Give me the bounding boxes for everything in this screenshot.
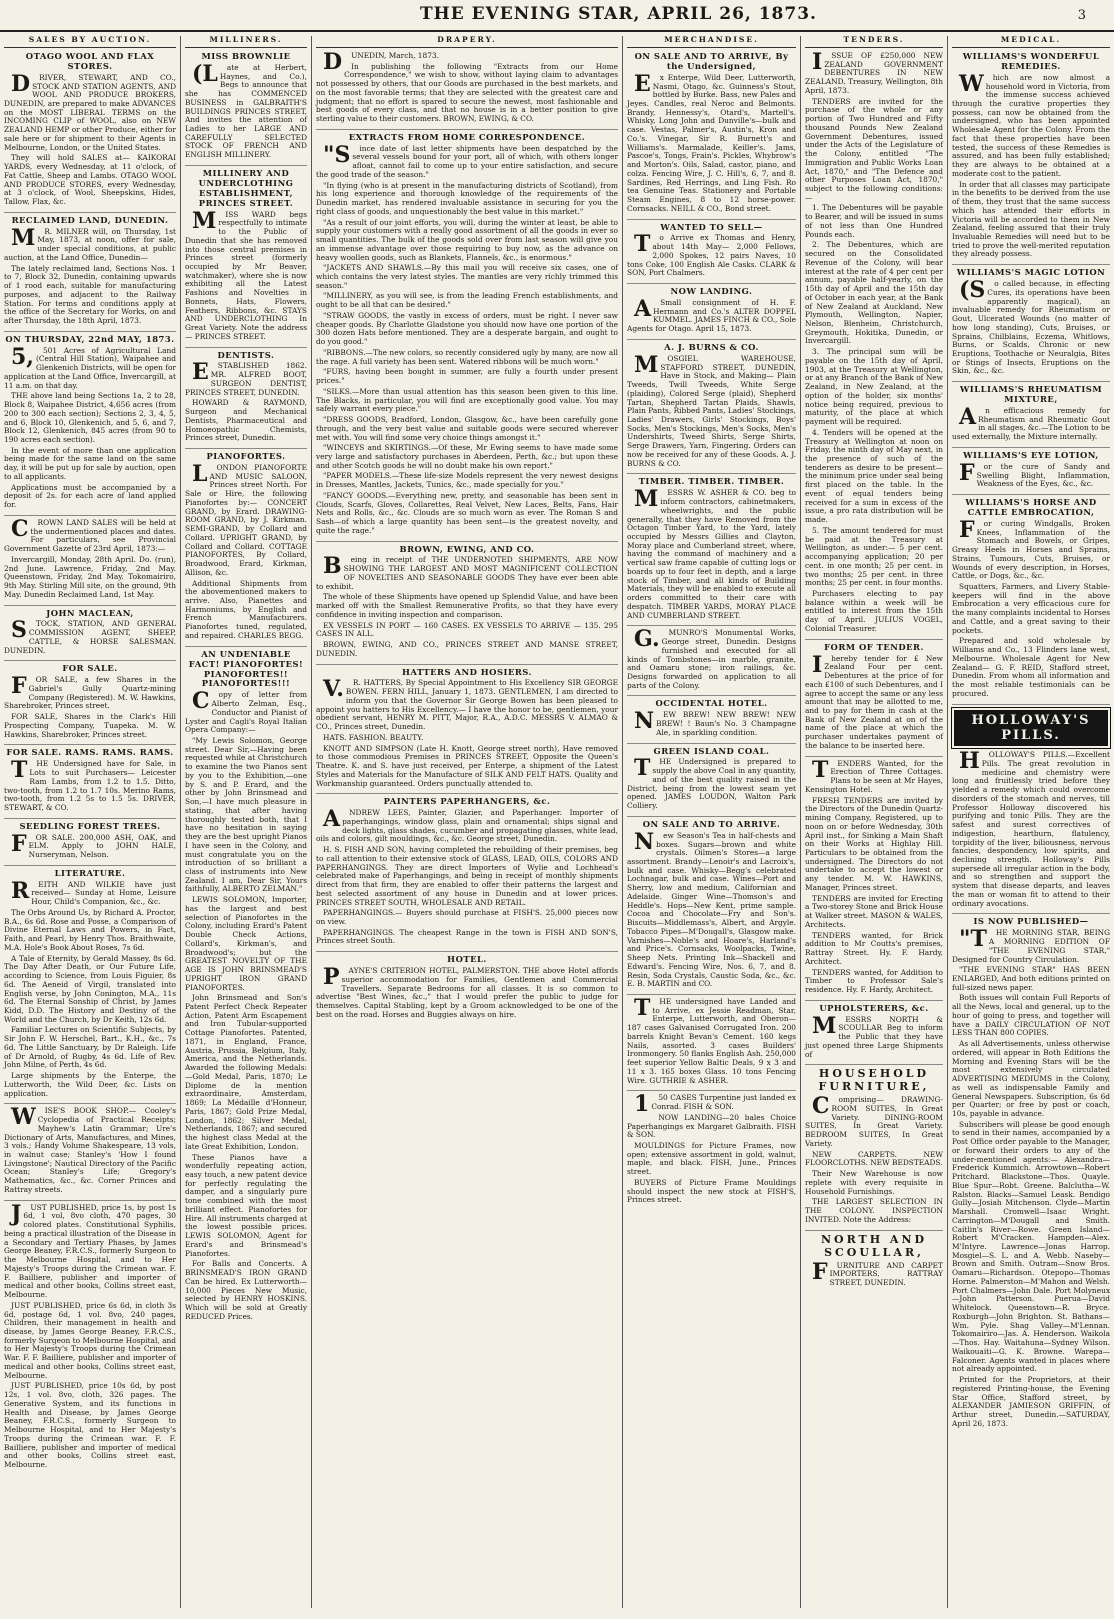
ad-paragraph: Subscribers will please be good enough to send in their names, accompanied by a Post Office order payable to the Manager, or forward their orders to any of the under-mentioned agents:— Alexandra—Frederick Kummich. Arrowtown—Robert Pritchard. Blackstone—Thos. Quayle. Blue Spur—Robt. Greene. Balclutha—W. Ralston. Blacks—Samuel Leask. Bendigo Gully—Josiah Mitchenson. Clyde—Martin Marshall. Cromwell—Isaac Wright. Carrington—M'Dougall and Smith. Caitlin's River—Rowe. Green Island—Robert M'Cracken. Hampden—Alex. M'Intyre. Lawrence—Jonas Harrop. Mosgiel—S. L. and A. Webb. Naseby—Brown and Smith. Outram—Snow Bros. Oamaru—Richardson. Otepopo—Thomas Horne. Palmerston—M'Mahon and Welsh. Port Chalmers—John Dale. Port Molyneux—John Patterson. Puerua—David Whitelock. Queenstown—R. Bryce. Roxburgh—John Brighton. St. Bathans—Wm. Pyle. Shag Valley—M'Lennan. Tokomairiro—Jas. A. Henderson. Waikola—Thos. Hay. Waitahuna—Sydney Wilson. Waikouaiti—G. K. Browne. Warepa—Falconer. Agents wanted in places where not already appointed. — [952, 1119, 1110, 1374]
ad-headline: HATTERS AND HOSIERS. — [402, 666, 532, 677]
column-tenders — [801, 36, 948, 1608]
ad-paragraph: CROWN LAND SALES will be held at the undermentioned places and dates. For particulars, see Provincial Government Gazette of 23rd April, 1873:— — [4, 515, 176, 554]
ad-paragraph: In the event of more than one application being made for the same land on the same day, it will be put up for sale by auction, open to all applicants. — [4, 445, 176, 481]
ad-paragraph: Ex Enterpe, Wild Deer, Lutterworth, Nasmi, Otago, &c. Guinness's Stout, bottled by Burke. Bass, new Pales and Jeyes. Candles, real Neroc and Belmonts. Brandy, Hennessy's, Otard's, Martell's. Whisky, Long John and Dunville's—bulk and case. Vestas, Palmer's, Austin's, Kron and Co.'s. Vinegar, Sir R. Burnett's and Williams's. Marmalade, Keiller's. Jams, Pascoe's, Tongs, Frain's. Pickles, Whybrow's and Morton's. Oils, Salad, castor, piano, and colza. Fencing Wire, J. C. Hill's, 6, 7, and 8. Sardines, Red Herrings, and Ling Fish. Ro tea Genuine Teas. Stationery and Portable Steam Engines, 8 to 12 horse-power. Cornsacks. NEILL & CO., Bond street. — [627, 70, 797, 213]
ad-paragraph: Copy of letter from Alberto Zelman, Esq., Conductor and Pianist of Lyster and Cagli's Royal Italian Opera Company:— — [185, 688, 307, 735]
ad-paragraph: Their New Warehouse is now replete with every requisite in Household Furnishings. — [805, 1169, 943, 1196]
ad-headline: ON THURSDAY, 22nd MAY, 1873. — [5, 333, 175, 344]
advertisement — [627, 995, 796, 1091]
advertisement — [4, 748, 176, 818]
ad-paragraph: 5. The amount tendered for must be paid at the Treasury at Wellington, as under:— 5 per cent. accompanying application; 20 per cent. in one month; 25 per cent. in two months; 25 per cent. in three months; 25 per cent. in four months. — [805, 525, 943, 588]
advertisement — [185, 452, 307, 647]
advertisement — [627, 699, 796, 743]
ad-paragraph: 4. Tenders will be opened at the Treasury at Wellington at noon on Friday, the ninth day of May next, in the presence of such of the tenderers as desire to be present—the minimum price under seal being first placed on the table. In the event of equal tenders being received for a sum in excess of the issue, a pro rata distribution will be made. — [805, 427, 943, 525]
ad-paragraph: G.MUNRO'S Monumental Works, George street, Dunedin. Designs furnished and executed for all kinds of Tombstones—in marble, granite, and Oamaru stone; iron railings, &c. Designs forwarded on application to all parts of the Colony. — [627, 626, 796, 690]
advertisement — [4, 52, 176, 213]
ad-paragraph: For curing Windgalls, Broken Knees, Inflammation of the Stomach and Bowels, or Gripes, Greasy Heels in Horses and Sprains, Strains, Tumours, Cuts, Bruises, or Wounds of every description, in Horses, Cattle, or Dogs, &c., &c. — [952, 516, 1110, 581]
ad-headline: WANTED TO SELL— — [660, 221, 763, 232]
advertisement — [805, 48, 943, 640]
ad-paragraph: FURNITURE AND CARPET IMPORTERS, RATTRAY STREET, DUNEDIN. — [812, 1258, 943, 1287]
ad-paragraph: MOSGIEL WAREHOUSE, STAFFORD STREET, DUNEDIN, Have in Stock, and Making— Plain Tweeds, Twill Tweeds, White Serge (plaiding), Colored Serge (plaid), Shepherd Tartan, Shepherd Tartan Plaids, Shawls, Plain Pants, Ribbed Pants, Ladies' Stockings, Ladies' Drawers, Girls' Stockings, Boys' Socks, Men's Stockings, Men's Socks, Men's Undershirts, Tweed Shirts, Serge Shirts, Serge Drawers, Yarn, Fingering. Orders can now be received for any of these Goods. A. J. BURNS & CO. — [627, 351, 796, 468]
ad-headline: ON SALE AND TO ARRIVE, By the Undersigned, — [634, 50, 789, 71]
ad-paragraph: V.R. HATTERS, By Special Appointment to His Excellency SIR GEORGE BOWEN. FERN HILL, January 1, 1873. GENTLEMEN, I am directed to inform you that the Governor Sir George Bowen has been pleased to appoint you hatters to His Excellency.— I have the honor to be, gentlemen, your obedient servant, HENRY M. PITT, Major, R.A., A.D.C. MESSRS V. ALMAO & CO., Princes street, Dunedin. — [316, 676, 618, 732]
ad-paragraph: KNOTT AND SIMPSON (Late H. Knott, George street north), Have removed to those commodious Premises in PRINCES STREET, Opposite the Queen's Theatre. K. and S. have just received, per Enterpe, a shipment of the Latest Styles and Materials for the Manufacture of SILK AND FELT HATS. Quality and Workmanship guaranteed. Orders punctually attended to. — [316, 743, 618, 788]
ad-paragraph: THE Undersigned have for Sale, in Lots to suit Purchasers— Leicester Ram Lambs, from 1.2 to 1.5. Ditto, two-tooth, from 1.2 to 1.7 10s. Merino Rams, two-tooth, from 1.2 5s to 1.5 5s. DRIVER, STEWART, & CO. — [4, 757, 176, 812]
ad-headline: FOR SALE. RAMS. RAMS. RAMS. — [6, 747, 174, 758]
ad-headline: FOR SALE. — [62, 663, 118, 674]
ad-paragraph: MR. MILNER will, on Thursday, 1st May, 1873, at noon, offer for sale, under special conditions, at public auction, at the Land Office, Dunedin— — [4, 224, 176, 262]
ad-paragraph: "JACKETS AND SHAWLS.—By this mail you will receive six cases, one of which contains the very latest styles. The mantles are very richly trimmed this season." — [316, 263, 618, 290]
ad-paragraph: "MILLINERY, as you will see, is from the leading French establishments, and ought to be all that can be desired." — [316, 291, 618, 310]
advertisement — [185, 169, 307, 348]
ad-headline: AN UNDENIABLE FACT! PIANOFORTES! PIANOFORTES!! PIANOFORTES!!! — [188, 648, 304, 689]
ad-headline: SEEDLING FOREST TREES. — [19, 820, 161, 831]
ad-paragraph: To Arrive ex Thomas and Henry, about 14th May— 2,000 Fellows, 2,000 Spokes, 12 pairs Naves, 10 tons Coke, 100 English Ale Casks. CLARK & SON, Port Chalmers. — [627, 231, 796, 278]
ad-paragraph: Additional Shipments from the abovementioned makers to arrive. Also, Pianettes and Harmoniums, by English and French Manufacturers. Pianofortes tuned, regulated, and repaired. CHARLES BEGG. — [185, 578, 307, 640]
advertisement — [805, 643, 943, 757]
ad-paragraph: MOULDINGS for Picture Frames, now open; extensive assortment in gold, walnut, maple, and black. FISH, June., Princes street. — [627, 1141, 796, 1177]
newspaper-title: THE EVENING STAR, APRIL 26, 1873. — [420, 4, 817, 24]
advertisement — [627, 477, 796, 626]
ad-paragraph: Squatters, Farmers, and Livery Stable-keepers will find in the above Embrocation a very efficacious cure for the many complaints incidental to Horses and Cattle, and a great saving to their pockets. — [952, 581, 1110, 635]
ad-headline: JOHN MACLEAN, — [46, 607, 134, 618]
ad-headline: WILLIAMS'S MAGIC LOTION — [956, 267, 1106, 278]
ad-headline: BROWN, EWING, AND CO. — [399, 543, 535, 554]
ad-paragraph: Familiar Lectures on Scientific Subjects, by Sir John F. W. Herschel, Bart., K.H., &c., 7s 6d. The Little Sanctuary, by Dr Raleigh. Life of Dr Arnold, of Rugby, 4s 6d. Life of Rev. John Milne, of Perth, 4s 6d. — [4, 1025, 176, 1070]
ad-paragraph: As all Advertisements, unless otherwise ordered, will appear in Both Editions the Morning and Evening Stars will be the most extensively circulated ADVERTISING MEDIUMS in the Colony, as well as indispensable Family and General Newspapers. Subscription, 6s 6d per Quarter; or free by post or coach, 10s, payable in advance. — [952, 1039, 1110, 1118]
ad-paragraph: (Late at Herbert, Haynes, and Co.), Begs to announce that she has COMMENCED BUSINESS in GALBRAITH'S BUILDINGS PRINCES STREET, And invites the attention of Ladies to her LARGE AND CAREFULLY SELECTED STOCK OF FRENCH AND ENGLISH MILLINERY. — [185, 60, 307, 160]
column-heading: MILLINERS. — [185, 36, 307, 48]
ad-paragraph: TENDERS wanted, for Brick addition to Mr Coutts's premises, Rattray Street. Hy. F. Hardy, Architect. — [805, 930, 943, 966]
ad-paragraph: FRESH TENDERS are invited by the Directors of the Dunedin Quartz-mining Company, Registered, up to noon on or before Wednesday, 30th April inst., for Sinking a Main Shaft on their Works at Highlay Hill. Particulars to be obtained from the undersigned. The Directors do not undertake to accept the lowest or any tender. M. W. HAWKINS, Manager, Princes street. — [805, 795, 944, 892]
ad-headline: OTAGO WOOL AND FLAX STORES. — [25, 50, 155, 71]
ad-paragraph: In publishing the following "Extracts from our Home Correspondence," we wish to show, without laying claim to advantages not possessed by others, that our Goods are purchased in the best markets, and on the most favorable terms; that they are selected with the greatest care and judgment; that no effort is spared to secure the newest, most fashionable and best goods of every class, and that no house is in a better position to give sterling value to their customers. BROWN, EWING, & CO. — [316, 61, 618, 124]
advertisement — [4, 869, 176, 1105]
ad-paragraph: THE Undersigned is prepared to supply the above Coal in any quantity, and of the best quality raised in the District, being from the lowest seam yet opened. JAMES LOUDON, Walton Park Colliery. — [627, 755, 796, 811]
ad-headline: DENTISTS. — [217, 349, 275, 360]
page-number: 3 — [1077, 8, 1086, 23]
ad-paragraph: "Since date of last letter shipments have been despatched by the several vessels bound for your port, all of which, with others longer afloat, cannot fail to come up to your entire satisfaction, and secure the good trade of the season." — [316, 141, 618, 179]
ad-paragraph: NEW CARPETS. NEW FLOORCLOTHS. NEW BEDSTEADS. — [805, 1149, 943, 1168]
ad-headline: LITERATURE. — [54, 867, 126, 878]
ad-paragraph: "As a result of our joint efforts, you will, during the winter at least, be able to supply your customers with a really good assortment of all the goods in ever so small quantities. The bulk of the goods sold over from last season will give you an immense advantage over those requiring to buy now, as the advance on heavy woollen goods, such as Blankets, Flannels, &c., is enormous." — [316, 217, 618, 262]
ad-paragraph: Purchasers electing to pay balance within a week will be entitled to interest from the 15th day of April. JULIUS VOGEL, Colonial Treasurer. — [805, 589, 943, 633]
ad-paragraph: BROWN, EWING, AND CO., PRINCES STREET AND MANSE STREET, DUNEDIN. — [316, 640, 618, 658]
ad-paragraph: ANDREW LEES, Painter, Glazier, and Paperhanger. Importer of paperhangings, window glass, plain and ornamental; ships signal and deck lights, glass shades, cucumber and propagating glasses, white lead, oils and colors, gilt mouldings, &c., &c. George street, Dunedin. — [316, 806, 618, 844]
advertisement — [952, 708, 1110, 915]
ad-paragraph: Invercargill, Monday, 28th April. Do. (run), 2nd June. Lawrence, Friday, 2nd May. Queenstown, Friday, 2nd May. Tokomairiro, 9th May. Stirling Mill site, on the ground, 9th May. Dunedin Reclaimed Land, 1st May. — [4, 554, 176, 599]
ad-paragraph: TENDERS wanted, for Addition to Timber to Professor Sale's residence. Hy. F. Hardy, Architect. — [805, 967, 943, 995]
ad-paragraph: For the cure of Sandy and Swelling Blight, Inflammation, Weakness of the Eyes, &c., &c. — [959, 459, 1110, 489]
advertisement — [627, 1091, 796, 1210]
ad-paragraph: The whole of these Shipments have opened up Splendid Value, and have been marked off with the Smallest Remunerative Profits, so that they have every confidence in inviting inspection and comparison. — [316, 592, 618, 619]
column-drapery — [312, 36, 623, 1608]
ad-paragraph: MESSRS W. ASHER & CO. beg to inform contractors, cabinetmakers, wheelwrights, and the public generally, that they have Removed from the Octagon Timber Yard, to the Yard, lately occupied by Messrs Gillies and Clayton, Moray place and Cumberland street, where, having the command of machinery and a vertical saw frame capable of cutting logs or boards up to four feet in depth, and a large stock of Timber, and all kinds of Building Materials, they will be enabled to execute all orders committed to their care with despatch. TIMBER YARDS, MORAY PLACE AND CUMBERLAND STREET. — [627, 486, 796, 620]
ad-paragraph: PAPERHANGINGS. The cheapest Range in the town is FISH AND SON'S, Princes street South. — [316, 927, 618, 946]
column-sales-by-auction — [0, 36, 181, 1608]
ad-headline: IS NOW PUBLISHED— — [973, 916, 1089, 927]
ad-headline: MILLINERY AND UNDERCLOTHING ESTABLISHMENT, PRINCES STREET. — [198, 167, 294, 208]
column-medical — [948, 36, 1114, 1608]
ad-paragraph: "In flying (who is at present in the manufacturing districts of Scotland), from his long experience and thorough knowledge of the requirements of the Dunedin market, has rendered invaluable assistance in securing for you the right class of goods, and unquestionably the best value in this market." — [316, 180, 618, 216]
advertisement — [4, 822, 176, 866]
ad-paragraph: "PAPER MODELS.—These life-size Models represent the very newest designs in Dresses, Mantles, Jackets, Tunics, &c., made specially for you." — [316, 471, 618, 490]
advertisement — [316, 668, 618, 795]
ad-paragraph: ASmall consignment of H. F. Hermann and Co.'s ALTER DOPPEL KUMMEL. JAMES FINCH & CO., Sole Agents for Otago. April 15, 1873. — [627, 296, 796, 334]
advertisement — [4, 1200, 176, 1475]
ad-paragraph: Comprising— DRAWING-ROOM SUITES, In Great Variety. DINING-ROOM SUITES, In Great Variety. BEDROOM SUITES, In Great Variety. — [805, 1093, 943, 1148]
advertisement — [627, 626, 796, 696]
advertisement — [185, 52, 307, 166]
ad-headline: WILLIAMS'S RHEUMATISM MIXTURE, — [959, 384, 1103, 405]
ad-paragraph: "RIBBONS.—The new colors, so recently considered ugly by many, are now all the rage. A full variety has been sent. Watered ribbons will be much worn." — [316, 347, 618, 366]
ad-paragraph: "THE MORNING STAR, BEING A MORNING EDITION OF "THE EVENING STAR," Designed for Country Circulation. — [952, 926, 1110, 964]
ad-paragraph: They will hold SALES at— KAIKORAI YARDS, every Wednesday, at 11 o'clock, of Fat Cattle, Sheep and Lambs. OTAGO WOOL AND PRODUCE STORES, every Wednesday, at 3 o'clock, of Wool, Sheepskins, Hides, Tallow, Flax, &c. — [4, 153, 176, 207]
advertisement — [952, 268, 1110, 382]
ad-paragraph: An efficacious remedy for Rheumatism and Rheumatic Gout in all stages, &c.—The Lotion to be used externally, the Mixture internally. — [952, 403, 1110, 442]
ad-paragraph: JUST PUBLISHED, price 1s, by post 1s 6d, 1 vol, 8vo cloth, 470 pages, 30 colored plates. Constitutional Syphilis, being a practical illustration of the Disease in a Secondary and Tertiary Phases, by James George Beaney, F.R.C.S., formerly Surgeon to the Melbourne Hospital, and to Her Majesty's Troops during the Crimean war. F. F. Bailliere, publisher and importer of medical and other books, Collins street east, Melbourne. — [4, 1200, 176, 1300]
ad-paragraph: A Tale of Eternity, by Gerald Massey, 8s 6d. The Day After Death, or Our Future Life, according to Science, from Louis Figuier, 8s 6d. The Aeneid of Virgil, translated into English verse, by John Conington, M.A., 11s 6d. The Eternal Sonship of Christ, by James Kidd, D.D. The History and Destiny of the World and the Church, by Dr Keith, 12s 6d. — [4, 953, 176, 1024]
ad-paragraph: THE above land being Sections 1a, 2 to 28, Block 8, Waipahee District, 4,656 acres (from 200 to 300 each section); Sections 2, 3, 4, 5, and 6, Block 10, Glenkenich, and 5, 6, and 7, Block 12, Glenkenich, 845 acres (from 90 to 190 acres each section). — [4, 391, 176, 445]
ad-paragraph: H. S. FISH AND SON, having completed the rebuilding of their premises, beg to call attention to their extensive stock of GLASS, LEAD, OILS, COLORS AND PAPERHANGINGS. They are direct Importers of Wylie and Lochhead's celebrated make of Paperhangings, and being in receipt of monthly shipments direct from that firm, they are enabled to offer their patterns the largest and best selected assortment of any house in Dunedin and at lower prices. PRINCES STREET SOUTH, WHOLESALE AND RETAIL. — [316, 845, 618, 907]
advertisement — [316, 545, 618, 665]
column-milliners — [181, 36, 312, 1608]
ad-paragraph: WISE'S BOOK SHOP.— Cooley's Cyclopedia of Practical Receipts; Mayhew's Latin Grammar; Ure's Dictionary of Arts, Manufactures, and Mines, 3 vols.; Handy Volume Shakespeare, 13 vols, in walnut case; Stanley's 'How I found Livingstone'; Nautical Directory of the Pacific Ocean; Stanley's Life; Gregory's Mathematics, &c., &c. Corner Princes and Rattray streets. — [4, 1104, 176, 1194]
advertisement — [627, 343, 796, 474]
ad-headline: UPHOLSTERERS, &c. — [819, 1002, 929, 1013]
ad-paragraph: The Orbs Around Us, by Richard A. Proctor, B.A., 6s 6d. Rose and Posse, a Comparison of Divine Eternal Laws and Powers, in Fact, Faith, and Pearl, by Henry Thos. Braithwaite, M.A. Hole's Book About Roses, 7s 6d. — [4, 907, 176, 952]
ad-paragraph: The lately reclaimed land, Sections Nos. 1 to 7, Block 32, Dunedin, containing upwards of 1 rood each, suitable for manufacturing purposes, and adjacent to the Railway Station. For terms and conditions apply at the office of the Secretary for Works, on and after Thursday, the 18th April, 1873. — [4, 263, 176, 326]
ad-headline: GREEN ISLAND COAL. — [653, 745, 770, 756]
ad-headline: TIMBER. TIMBER. TIMBER. — [638, 476, 785, 487]
ad-paragraph: NEW BREW! NEW BREW! NEW BREW! ! Baun's No. 3 Champagne Ale, in sparkling condition. — [634, 708, 796, 737]
advertisement — [952, 451, 1110, 495]
ad-paragraph: 1. The Debentures will be payable to Bearer, and will be issued in sums of not less than One Hundred Pounds each. — [805, 203, 943, 239]
ad-paragraph: (So called because, in effecting Cures, its operations have been apparently magical), an invaluable remedy for Rheumatism or Gout, Ulcerated Wounds (no matter of how long standing), Cuts, Bruises, or Sprains, Chilblains, Eczema, Whitlows, Burns, or Scalds, Chronic or new Eruptions, Toothache or Neuralgia, Bites or Stings of Insects, Eruptions on the Skin, &c., &c. — [952, 277, 1110, 376]
ad-paragraph: TENDERS Wanted, for the Erection of Three Cottages. Plans to be seen at Mr Hayes, Kensington Hotel. — [805, 756, 943, 794]
ad-paragraph: New Season's Tea in half-chests and boxes. Sugars—brown and white crystals. Oilmen's Stores—a large assortment. Brandy—Lenoir's and Lacroix's, bulk and case. Whisky—Begg's celebrated Lochnagar, bulk and case. Wines—Port and Sherry, low and medium, Californian and Adelaide. Ginger Wine—Thomson's and Heddle's. Hops—New Kent, prime sample. Cocoa and Chocolate—Fry and Son's. Biscuits—Middlemass's, Albert, and Argyle. Tobacco Pipes—M'Dougall's, Glasgow make. Varnishes—Noble's and Hoare's, Harland's and Price's. Cornsacks, Woolpacks, Twine, Sheep Nets. Printing Ink—Shackell and Edward's. Fencing Wire, Nos. 6, 7, and 8. Resin, Soda Crystals, Caustic Soda, &c., &c. E. B. MARTIN and CO. — [627, 828, 796, 989]
ad-paragraph: FOR SALE, Shares in the Clark's Hill Prospecting Company, Tuapeka. M. W. Hawkins, Sharebroker, Princes street. — [4, 712, 176, 739]
ad-headline: WILLIAMS'S WONDERFUL REMEDIES. — [962, 50, 1100, 71]
ad-paragraph: "SILKS.—More than usual attention has this season been given to this line. The Blacks, in particular, you will find are exceptionally good value. You may safely warrant every piece." — [316, 386, 618, 414]
ad-paragraph: "THE EVENING STAR" HAS BEEN ENLARGED, And both editions printed on full-sized news paper. — [952, 965, 1110, 992]
ad-paragraph: DRIVER, STEWART, AND CO., STOCK AND STATION AGENTS, AND WOOL AND PRODUCE BROKERS, DUNEDIN, are prepared to make ADVANCES on the MOST LIBERAL TERMS on the INCOMING CLIP of WOOL, also on NEW ZEALAND HEMP or other Produce, either for sale here or for shipment to their Agents in Melbourne, London, or the United States. — [4, 70, 176, 152]
advertisement — [185, 351, 307, 450]
advertisement — [952, 917, 1110, 1433]
column-heading: MEDICAL. — [952, 36, 1110, 48]
advertisement — [316, 797, 618, 952]
ad-paragraph: ISSUE OF £250,000 NEW ZEALAND GOVERNMENT DEBENTURES IN NEW ZEALAND. Treasury, Wellington, 8th April, 1873. — [805, 48, 943, 95]
column-heading: MERCHANDISE. — [627, 36, 796, 48]
advertisement — [4, 216, 176, 332]
column-heading: DRAPERY. — [316, 36, 618, 48]
ad-paragraph: "DRESS GOODS, Bradford, London, Glasgow, &c., have been carefully gone through, and the very best value and suitable goods were secured wherever met with. You will find some very choice things amongst it." — [316, 415, 618, 442]
ad-headline: RECLAIMED LAND, DUNEDIN. — [11, 214, 169, 225]
ad-headline: PAINTERS PAPERHANGERS, &c. — [383, 796, 551, 807]
ad-paragraph: BUYERS of Picture Frame Mouldings should inspect the new stock at FISH'S, Princes street. — [627, 1177, 796, 1205]
ad-headline: PIANOFORTES. — [206, 451, 286, 462]
ad-paragraph: 5,501 Acres of Agricultural Land (Central Hill Station), Waipahee and Glenkenich Districts, will be open for application at the Land Office, Invercargill, at 11 a.m. on that day. — [4, 343, 176, 390]
advertisement — [185, 650, 307, 1327]
ad-paragraph: TENDERS are invited for the purchase of the whole or any portion of Two Hundred and Fifty thousand Pounds New Zealand Government Debentures, issued under the Acts of the Legislature of the Colony, entitled "The Immigration and Public Works Loan Act, 1870," and "The Defence and other Purposes Loan Act, 1870," subject to the following conditions:— — [805, 96, 943, 202]
ad-headline: NOW LANDING. — [670, 286, 753, 297]
ad-paragraph: PAPERHANGINGS.— Buyers should purchase at FISH'S. 25,000 pieces now on view. — [316, 908, 618, 926]
ad-paragraph: LEWIS SOLOMON, Importer, has the largest and best selection of Pianofortes in the Colony, including Erard's Patent Double Check Actions, Collard's, Kirkman's, and Broadwood's; but the GREATEST NOVELTY OF THE AGE IS JOHN BRINSMEAD'S UPRIGHT IRON GRAND PIANOFORTES. — [185, 895, 307, 992]
advertisement — [4, 515, 176, 606]
ad-paragraph: TENDERS are invited for Erecting a Two-storey Stone and Brick House at Walker street. MASON & WALES, Architects. — [805, 893, 943, 929]
ad-paragraph: REITH AND WILKIE have just received— Sunday at Home, Leisure Hour, Child's Companion, &c., &c. — [11, 877, 176, 907]
ad-paragraph: THE LARGEST SELECTION IN THE COLONY. INSPECTION INVITED. Note the Address: — [805, 1197, 943, 1224]
ad-paragraph: "WINCEYS and SKIRTINGS.—Of these, Mr Ewing seems to have made some very large and satisfactory purchases in Aberdeen, Perth, &c.; but upon these and other Scotch goods he will no doubt make his own report." — [316, 443, 618, 470]
ad-display-headline: HOUSEHOLD FURNITURE, — [818, 1067, 930, 1094]
advertisement — [316, 955, 618, 1024]
advertisement — [4, 1104, 176, 1200]
ad-paragraph: In order that all classes may participate in the benefits to be derived from the use of them, they trust that the same success which has attended their efforts in Victoria will be accorded to them in New Zealand, feeling assured that their truly Invaluable Remedies will need but to be tried to prove the well-merited reputation they already possess. — [952, 179, 1110, 259]
ad-paragraph: FOR SALE. 200,000 ASH, OAK, and ELM. Apply to JOHN HALE, Nurseryman, Nelson. — [11, 830, 176, 860]
ad-paragraph: For Balls and Concerts. A BRINSMEAD'S IRON GRAND Can be hired. Ex Lutterworth— 10,000 Pieces New Music, selected by HENRY HOSKINS. Which will be sold at Greatly REDUCED Prices. — [185, 1259, 307, 1321]
ad-paragraph: Which are now almost a household word in Victoria, from the immense success achieved through the curative properties they possess, can now be obtained from the undersigned, who has been appointed Wholesale Agent for the Colony. From the fact that these properties have been tested, the success of these Remedies is assured, and has been fully established; they are always to be obtained at a moderate cost to the patient. — [952, 70, 1110, 178]
advertisement — [805, 1004, 943, 1066]
ad-paragraph: "FURS, having been bought in summer, are fully a fourth under present prices." — [316, 367, 618, 386]
ad-paragraph: 3. The principal sum will be payable on the 15th day of April, 1903, at the Treasury at Wellington, or at any Branch of the Bank of New Zealand, in New Zealand, at the option of the holder, six months' notice being required, previous to maturity, of the place at which payment will be required. — [805, 347, 943, 427]
advertisement — [952, 498, 1110, 705]
ad-headline: WILLIAMS'S EYE LOTION, — [963, 449, 1099, 460]
ad-paragraph: EX VESSELS IN PORT — 160 CASES. EX VESSELS TO ARRIVE — 135. 295 CASES IN ALL. — [316, 620, 618, 639]
ad-paragraph: Applications must be accompanied by a deposit of 2s. for each acre of land applied for. — [4, 482, 176, 510]
advertisement — [627, 287, 796, 340]
ad-paragraph: STOCK, STATION, AND GENERAL COMMISSION AGENT, SHEEP, CATTLE, & HORSE SALESMAN. DUNEDIN. — [4, 617, 176, 655]
advertisement — [805, 1068, 943, 1230]
ad-paragraph: "FANCY GOODS.—Everything new, pretty, and seasonable has been sent in Clouds, Scarfs, Gloves, Collarettes, Real Velvet, New Laces, Belts, Fans, Hair Nets and Rolls, &c., &c. Clouds are so much worn as ever. The Roman S and Sash—of which a large quantity has been sent—is the greatest novelty, and quite the rage." — [316, 490, 618, 535]
ad-paragraph: MESSRS NORTH & SCOULLAR Beg to inform the Public that they have just opened three Large Shipments of — [805, 1012, 943, 1059]
ad-headline: A. J. BURNS & CO. — [664, 341, 759, 352]
ad-paragraph: Printed for the Proprietors, at their registered Printing-house, the Evening Star Office, Stafford street, by ALEXANDER JAMIESON GRIFFIN, of Arthur street, Dunedin.—SATURDAY, April 26, 1873. — [952, 1375, 1110, 1428]
ad-paragraph: NOW LANDING—20 bales Choice Paperhangings ex Margaret Galbraith. FISH & SON. — [627, 1112, 796, 1140]
ad-paragraph: HOWARD & RAYMOND, Surgeon and Mechanical Dentists, Pharmaceutical and Homoeopathic Chemists, Princes street, Dunedin. — [185, 398, 307, 443]
ad-paragraph: John Brinsmead and Son's Patent Perfect Check Repeater Action, Patent Arm Escapement and Iron Tubular-supported Cottage Pianofortes. Patented, 1871, in England, France, Austria, Prussia, Belgium, Italy, America, and the Netherlands. Awarded the following Medals:—Gold Medal, Paris, 1870; Le Diplome de la mention extraordinaire, Amsterdam, 1869; La Médaille d'Honneur, Paris, 1867; Gold Prize Medal, London, 1862; Silver Medal, Netherlands, 1867; and secured the highest class Medal at the late Great Exhibition, London. — [185, 993, 307, 1151]
ad-paragraph: 150 CASES Turpentine just landed ex Conrad. FISH & SON. — [634, 1091, 796, 1118]
ad-headline: WILLIAMS'S HORSE AND CATTLE EMBROCATION, — [965, 497, 1097, 517]
advertisement — [4, 609, 176, 662]
advertisement — [952, 385, 1110, 448]
advertisement — [4, 335, 176, 516]
advertisement — [627, 747, 796, 817]
column-heading: SALES BY AUCTION. — [4, 36, 176, 48]
ad-paragraph: MISS WARD begs respectfully to intimate to the Public of Dunedin that she has removed into those central premises in Princes street (formerly occupied by Mr Beaver, watchmaker), where she is now exhibiting all the Latest Fashions and Novelties in Bonnets, Hats, Flowers, Feathers, Ribbons, &c. STAYS AND UNDERCLOTHING In Great Variety. Note the address— PRINCES STREET. — [185, 207, 307, 341]
column-heading: TENDERS. — [805, 36, 943, 48]
masthead — [0, 0, 1114, 32]
ad-paragraph: Large shipments by the Enterpe, the Lutterworth, the Wild Deer, &c. Lists on application. — [4, 1071, 176, 1098]
ad-headline: HOTEL. — [447, 954, 487, 965]
ad-paragraph: Prepared and sold wholesale by Williams and Co., 13 Flinders lane west, Melbourne. Wholesale Agent for New Zealand— G. F. REID, Stafford street, Dunedin. From whom all information and the most reliable testimonials can be procured. — [952, 636, 1110, 698]
ad-paragraph: "My Lewis Solomon, George street. Dear Sir,—Having been requested while at Christchurch to examine the two Pianos sent by you to the Exhibition,—one by S. and P. Erard, and the other by John Brinsmead and Son,—I have much pleasure in stating, that after having thoroughly tested both, that I have no hesitation in saying they are the best upright Pianos I have seen in the Colony, and must congratulate you on the introduction of so brilliant a class of instruments into New Zealand. I am, Dear Sir, Yours faithfully, ALBERTO ZELMAN." — [185, 735, 307, 894]
holloways-pills-banner: HOLLOWAY'S PILLS. — [952, 708, 1110, 749]
advertisement — [627, 820, 796, 995]
ad-paragraph: Both issues will contain Full Reports of all the News, local and general, up to the hour of going to press, and together will have a DAILY CIRCULATION OF NOT LESS THAN 800 COPIES. — [952, 993, 1110, 1038]
ad-paragraph: JUST PUBLISHED, price 10s 6d, by post 12s, 1 vol. 8vo, cloth, 326 pages. The Generative System, and its functions in Health and Disease, by James George Beaney, F.R.C.S., formerly Surgeon to Melbourne Hospital, and to Her Majesty's Troops during the Crimean war. F. F. Bailliere, publisher and importer of medical and other books, Collins street east, Melbourne. — [4, 1381, 176, 1469]
advertisement — [627, 223, 796, 285]
ad-paragraph: "STRAW GOODS, the vastly in excess of orders, must be right. I never saw cheaper goods. By Charlotte Gladstone you should now have one portion of the 300 dozen Hats before mentioned. They are a desperate bargain, and ought to do you good." — [316, 310, 618, 347]
ad-paragraph: 2. The Debentures, which are secured on the Consolidated Revenue of the Colony, will bear interest at the rate of 4 per cent per annum, payable half-yearly, on the 15th day of April and the 15th day of October in each year, at the Bank of New Zealand at Auckland, New Plymouth, Wellington, Napier, Nelson, Blenheim, Christchurch, Greymouth, Hokitika, Dunedin, or Invercargill. — [805, 240, 943, 346]
ad-display-headline: NORTH AND SCOULLAR, — [820, 1232, 928, 1259]
advertisement — [805, 1234, 943, 1293]
ad-paragraph: JUST PUBLISHED, price 6s 6d, in cloth 3s 6d, postage 6d, 1 vol. 8vo, 240 pages, Children, their management in health and disease, by James George Beaney, F.R.C.S., formerly Surgeon to Melbourne Hospital, and to Her Majesty's Troops during the Crimean War. F. F. Bailliere, publisher and importer of medical and other books, Collins street east, Melbourne. — [4, 1300, 176, 1380]
ad-headline: OCCIDENTAL HOTEL. — [655, 698, 768, 709]
ad-paragraph: Being in receipt of THE UNDERNOTED SHIPMENTS, ARE NOW SHOWING THE LARGEST AND MOST MAGNIFICENT COLLECTION OF NOVELTIES AND SEASONABLE GOODS They have ever been able to exhibit. — [316, 553, 618, 591]
advertisement — [627, 52, 796, 220]
ad-paragraph: Ihereby tender for £ New Zealand Four per cent. Debentures at the price of for each £100 of such Debentures, and I agree to accept the same or any less amount that may be allotted to me, and to pay for them in cash at the Bank of New Zealand at on of the name of the place at which the purchaser undertakes payment of the balance to be inserted here. — [805, 651, 943, 750]
ad-paragraph: DUNEDIN, March, 1873. — [323, 48, 439, 75]
advertisement — [4, 664, 176, 745]
ad-paragraph: HOLLOWAY'S PILLS.—Excellent Pills. The great revolution in medicine and chemistry were long and fruitlessly tried before they yielded a remedy which could overcome disorders of the stomach and nerves, till Professor Holloway discovered his purifying and tonic Pills. They are the safest and surest correctives of indigestion, heartburn, flatulency, torpidity of the liver, biliousness, nervous fancies, despondency, low spirits, and declining strength. Holloway's Pills supersede all irregular action in the body, and so strengthen and support the system that disease departs, and leaves the man or woman fit to attend to their ordinary avocations. — [952, 748, 1110, 908]
advertisement — [805, 756, 944, 1001]
ad-paragraph: FOR SALE, a few Shares in the Gabriel's Gully Quartz-mining Company (Registered). M. W. Hawkins, Sharebroker, Princes street. — [4, 673, 176, 711]
ad-headline: EXTRACTS FROM HOME CORRESPONDENCE. — [348, 131, 586, 142]
ad-paragraph: LONDON PIANOFORTE AND MUSIC SALOON, Princes street North. For Sale or Hire, the following Pianofortes by:— CONCERT GRAND, by Erard. DRAWING-ROOM GRAND, by J. Kirkman. SEMI-GRAND, by Collard and Collard. UPRIGHT GRAND, by Collard and Collard. COTTAGE PIANOFORTES, By Collard, Broadwood, Erard, Kirkman, Allison, &c. — [185, 461, 307, 577]
advertisement — [316, 133, 618, 542]
ad-paragraph: These Pianos have a wonderfully repeating action, easy touch, a new patent device for perfectly regulating the damper, and a singularly pure tone combined with the most brilliant effect. Pianofortes for Hire. All instruments charged at the lowest possible prices. LEWIS SOLOMON, Agent for Erard's and Brinsmead's Pianofortes. — [185, 1152, 307, 1258]
ad-paragraph: HATS. FASHION. BEAUTY. — [323, 732, 424, 742]
ad-paragraph: ESTABLISHED 1862. MR. ALFRED BOOT, SURGEON DENTIST, PRINCES STREET, DUNEDIN. — [185, 359, 307, 397]
ad-paragraph: THE undersigned have Landed and to Arrive, ex Jessie Readman, Star, Enterpe, Lutterworth, and Oberon— 187 cases Galvanised Corrugated Iron. 200 barrels Knight Bevan's Cement. 160 kegs Nails, assorted. 3 cases Builders' Ironmongery. 50 flanks English Ash. 250,000 feet superior Yellow Baltic Deals, 9 x 3 and 11 x 3. 165 boxes Glass. 10 tons Fencing Wire. GUTHRIE & ASHER. — [627, 995, 796, 1085]
ad-headline: FORM OF TENDER. — [824, 641, 924, 652]
advertisement — [316, 48, 618, 130]
advertisement — [952, 52, 1110, 265]
ad-paragraph: PAYNE'S CRITERION HOTEL, PALMERSTON. THE above Hotel affords superior accommodation for Families, Gentlemen and Commercial Travellers. Separate Bedrooms for all classes. It is so common to advertise "Best Wines, &c.," that I would prefer the public to judge for themselves. Capital Stabling, kept by a Groom acknowledged to be one of the best on the road. Horses and Buggies always on hire. — [316, 964, 618, 1019]
column-merchandise — [623, 36, 801, 1608]
ad-headline: MISS BROWNLIE — [201, 50, 291, 61]
ad-headline: ON SALE AND TO ARRIVE. — [642, 818, 781, 829]
